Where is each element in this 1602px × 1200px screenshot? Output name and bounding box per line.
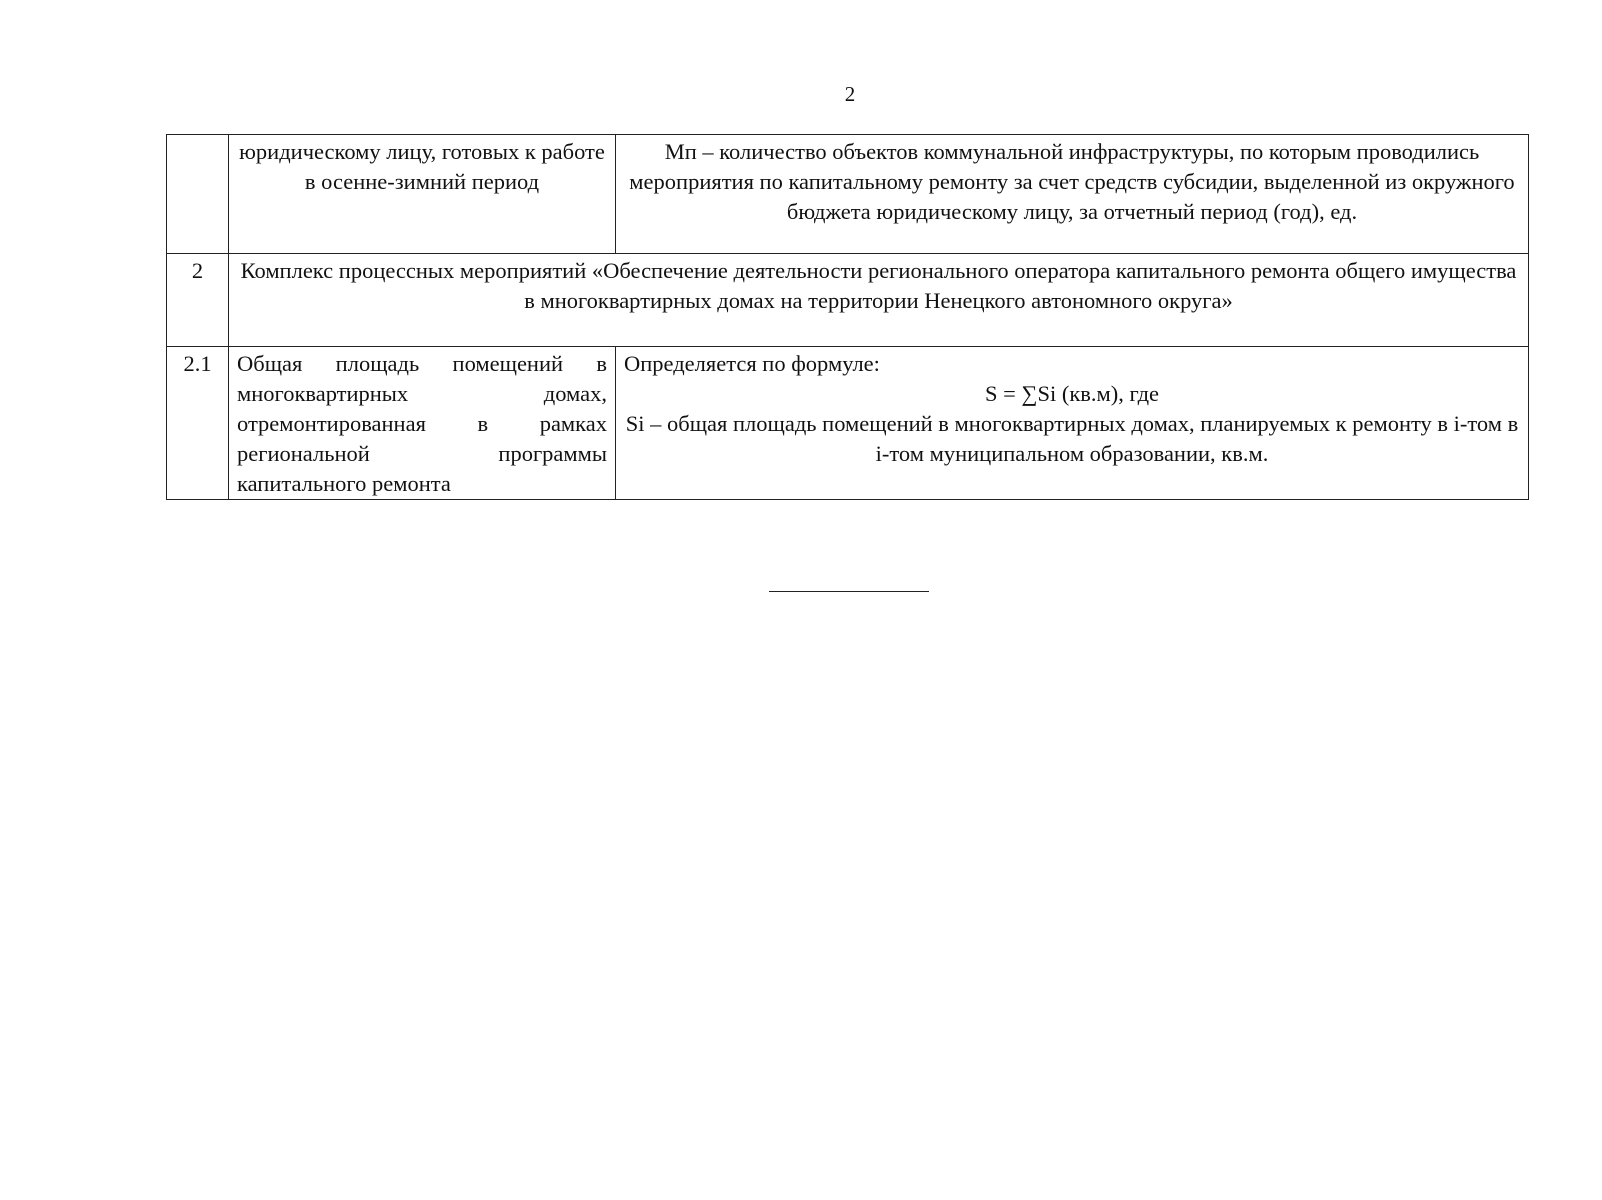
table-row <box>167 254 1529 347</box>
closing-line <box>769 591 929 592</box>
table-row <box>167 135 1529 254</box>
indicator-name-cell: Общая площадь помещений в многоквартирных домах, отремонтированная в рамках региональной программы капитального ремонта <box>229 347 616 500</box>
row-number-cell <box>167 135 229 254</box>
page-number: 2 <box>844 82 856 106</box>
formula: S = ∑Si (кв.м), где <box>984 381 1160 406</box>
indicator-name-cell: юридическому лицу, готовых к работе в осенне-зимний период <box>229 135 616 254</box>
row-number-cell: 2.1 <box>167 347 229 500</box>
row-number-cell: 2 <box>167 254 229 347</box>
table-row <box>167 347 1529 500</box>
section-title-cell: Комплекс процессных мероприятий «Обеспечение деятельности регионального оператора капитального ремонта общего имущества в многоквартирных домах на территории Ненецкого автономного округа» <box>229 254 1529 347</box>
indicator-method-cell: Мп – количество объектов коммунальной инфраструктуры, по которым проводились мероприятия по капитальному ремонту за счет средств субсидии, выделенной из окружного бюджета юридическому лицу, за отчетный период (год), ед. <box>616 135 1529 254</box>
indicator-method-cell <box>616 347 1529 500</box>
formula-definition: Si – общая площадь помещений в многоквартирных домах, планируемых к ремонту в i-том в i-том муниципальном образовании, кв.м. <box>625 411 1519 466</box>
method-intro: Определяется по формуле: <box>624 351 880 376</box>
indicators-table <box>166 134 1529 500</box>
